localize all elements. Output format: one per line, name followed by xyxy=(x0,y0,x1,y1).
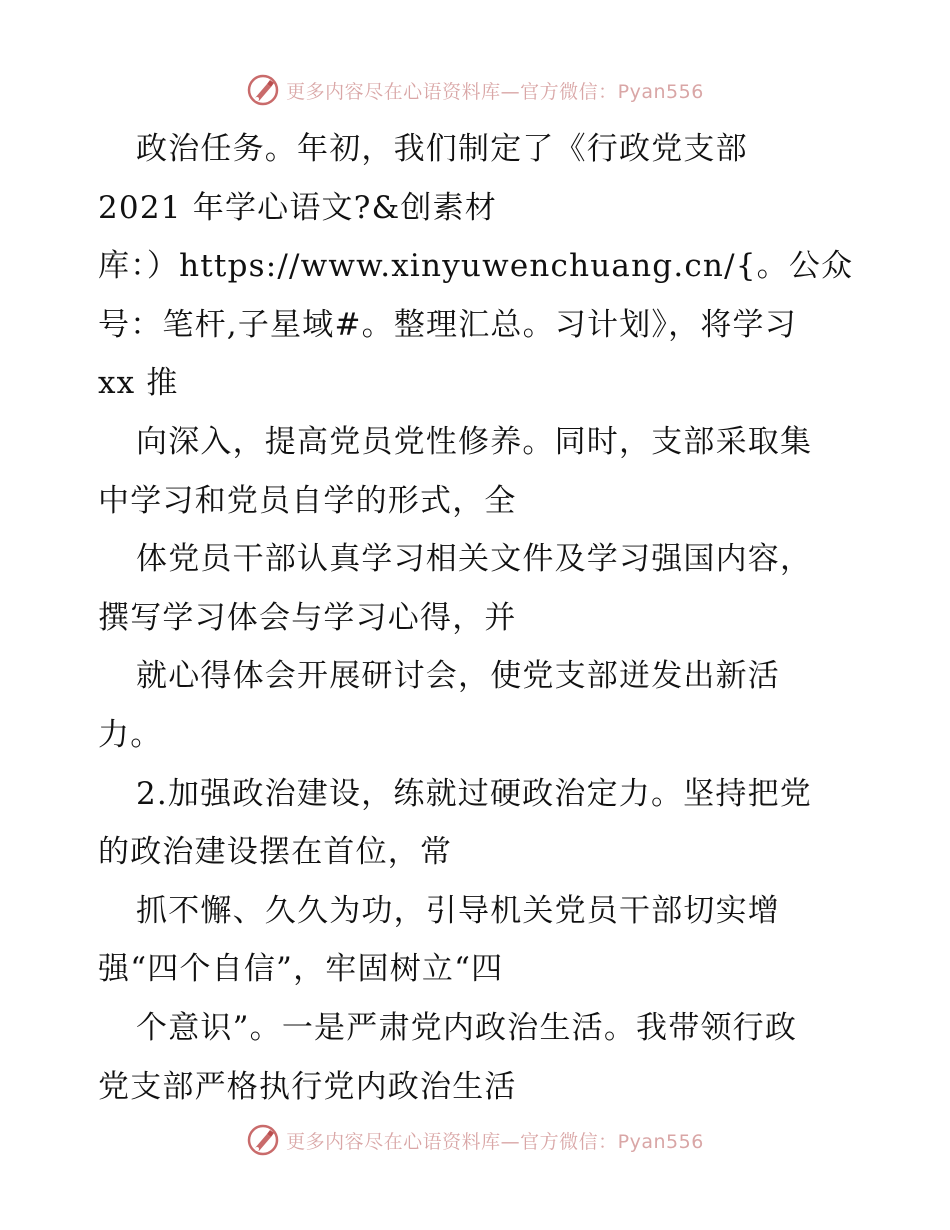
header-watermark-banner xyxy=(0,70,950,110)
footer-watermark-banner xyxy=(0,1120,950,1160)
text-line: 向深入，提高党员党性修养。同时，支部采取集 xyxy=(136,423,813,460)
text-line: 就心得体会开展研讨会，使党支部迸发出新活 xyxy=(136,658,780,695)
watermark-text: 更多内容尽在心语资料库—官方微信：Pyan556 xyxy=(286,1130,704,1153)
text-line: 抓不懈、久久为功，引导机关党员干部切实增 xyxy=(136,892,780,929)
text-line: 中学习和党员自学的形式，全 xyxy=(98,482,517,519)
text-line: 2021 年学心语文?&创素材 xyxy=(98,189,497,226)
text-line: 力。 xyxy=(98,716,163,753)
text-line: 强“四个自信”，牢固树立“四 xyxy=(98,951,504,988)
watermark-text: 更多内容尽在心语资料库—官方微信：Pyan556 xyxy=(286,80,704,103)
text-line: 个意识”。一是严肃党内政治生活。我带领行政 xyxy=(136,1009,798,1046)
text-line: xx 推 xyxy=(98,365,179,402)
text-line: 体党员干部认真学习相关文件及学习强国内容， xyxy=(136,541,813,578)
text-line: 库：）https://www.xinyuwenchuang.cn/{。公众 xyxy=(98,248,854,285)
text-line: 党支部严格执行党内政治生活 xyxy=(98,1068,517,1105)
text-line: 号：笔杆,子星域#。整理汇总。习计划》，将学习 xyxy=(98,306,797,343)
text-line: 政治任务。年初，我们制定了《行政党支部 xyxy=(136,131,748,167)
pen-logo-icon xyxy=(246,73,280,107)
text-line: 的政治建设摆在首位，常 xyxy=(98,834,453,871)
text-line: 2.加强政治建设，练就过硬政治定力。坚持把党 xyxy=(136,775,812,812)
document-body xyxy=(98,120,858,1116)
text-line: 撰写学习体会与学习心得，并 xyxy=(98,599,517,636)
pen-logo-icon xyxy=(246,1123,280,1157)
